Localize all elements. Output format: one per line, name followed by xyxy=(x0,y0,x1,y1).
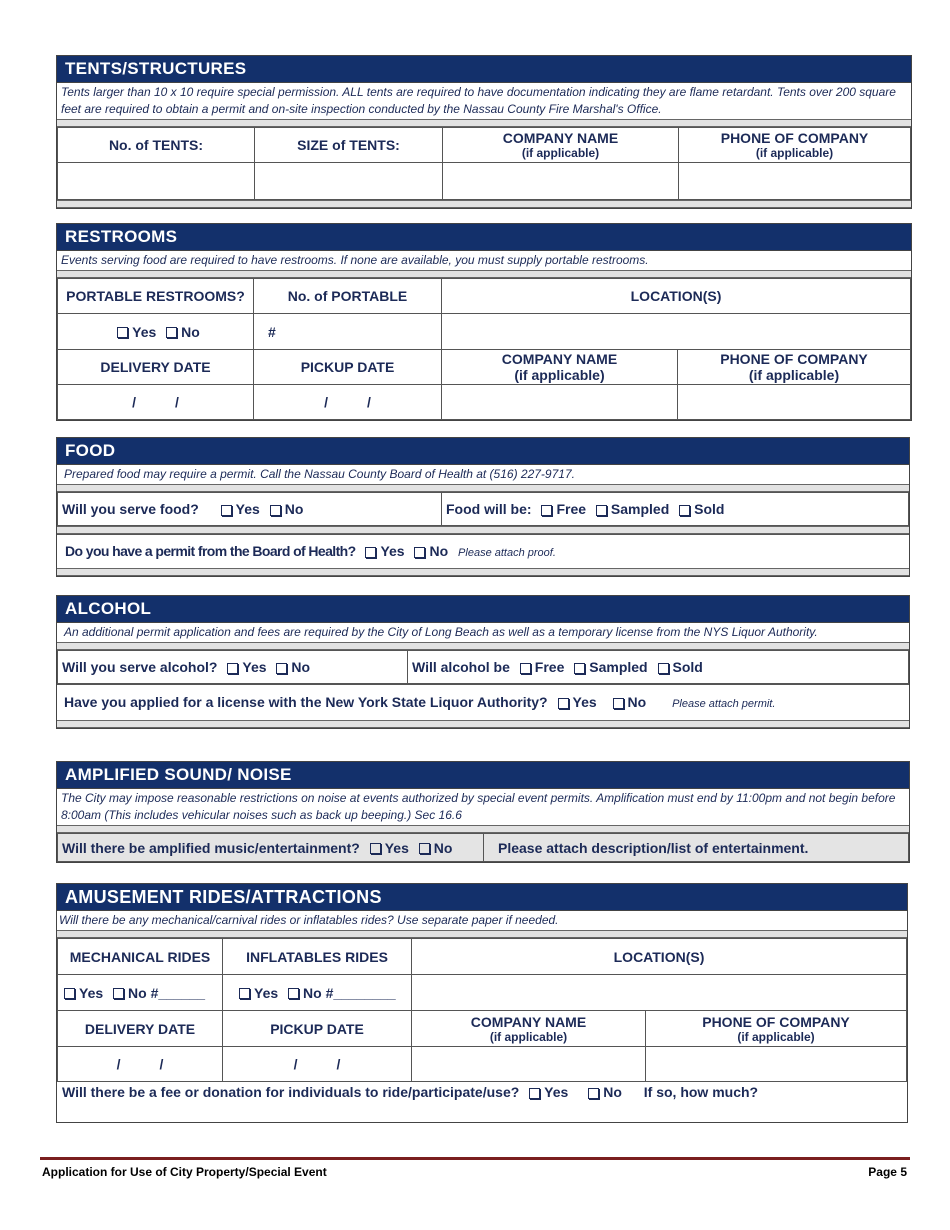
col-label: PORTABLE RESTROOMS? xyxy=(58,279,254,314)
permit-question: Do you have a permit from the Board of Health? xyxy=(65,543,356,559)
yes-label: Yes xyxy=(79,984,104,1001)
section-note: Prepared food may require a permit. Call the Nassau County Board of Health at (516) 227-9717. xyxy=(57,464,909,484)
checkbox-free[interactable] xyxy=(520,663,531,674)
company-label: COMPANY NAME xyxy=(501,351,618,367)
inflatables-count-blank[interactable]: #________ xyxy=(325,984,396,1001)
sound-section xyxy=(56,761,910,863)
col-label: PICKUP DATE xyxy=(254,350,442,385)
divider xyxy=(57,642,909,650)
checkbox-yes[interactable] xyxy=(239,988,250,999)
section-note: Tents larger than 10 x 10 require special permission. ALL tents are required to have documentation indicating they are flame retardant. Tents over 200 square feet are required to obtain a permit and on-site inspection conducted by the Nassau County Fire Marshal's Office. xyxy=(57,82,911,119)
phone-label: PHONE OF COMPANY xyxy=(702,1013,850,1030)
checkbox-no[interactable] xyxy=(276,663,287,674)
sampled-label: Sampled xyxy=(589,659,648,675)
pickup-date-input[interactable]: / / xyxy=(223,1047,412,1082)
checkbox-no[interactable] xyxy=(613,698,624,709)
section-title: ALCOHOL xyxy=(57,596,909,622)
mechanical-count-blank[interactable]: #______ xyxy=(150,984,206,1001)
page-number: Page 5 xyxy=(868,1165,907,1179)
checkbox-yes[interactable] xyxy=(117,327,128,338)
divider xyxy=(57,720,909,728)
tents-size-input[interactable] xyxy=(255,163,443,200)
no-label: No xyxy=(181,323,200,340)
section-title: AMPLIFIED SOUND/ NOISE xyxy=(57,762,909,788)
food-will-be-label: Food will be: xyxy=(446,501,532,517)
restrooms-phone-input[interactable] xyxy=(678,385,911,420)
no-label: No xyxy=(627,694,647,710)
phone-label: PHONE OF COMPANY xyxy=(720,130,869,146)
no-label: No xyxy=(433,839,453,856)
free-label: Free xyxy=(534,659,565,675)
no-label: No xyxy=(291,659,311,675)
no-label: No xyxy=(303,984,322,1001)
tents-company-input[interactable] xyxy=(443,163,679,200)
yes-label: Yes xyxy=(572,694,597,710)
yes-label: Yes xyxy=(132,323,157,340)
amplified-row xyxy=(58,834,484,862)
col-label xyxy=(646,1011,907,1047)
serve-food-row xyxy=(58,493,442,526)
food-section xyxy=(56,437,910,577)
fee-question: Will there be a fee or donation for individuals to ride/participate/use? xyxy=(62,1084,520,1100)
checkbox-yes[interactable] xyxy=(529,1088,540,1099)
section-note: Events serving food are required to have restrooms. If none are available, you must supply portable restrooms. xyxy=(57,250,911,270)
attach-description: Please attach description/list of entertainment. xyxy=(484,834,909,862)
divider xyxy=(57,119,911,127)
yes-label: Yes xyxy=(235,501,260,517)
footer-rule xyxy=(40,1157,910,1160)
divider xyxy=(57,484,909,492)
alcohol-type-row xyxy=(408,651,909,684)
checkbox-yes[interactable] xyxy=(370,843,381,854)
col-label: LOCATION(S) xyxy=(412,939,907,975)
alcohol-section xyxy=(56,595,910,729)
sold-label: Sold xyxy=(694,501,725,517)
hash-label: # xyxy=(268,323,276,340)
divider xyxy=(57,200,911,208)
checkbox-no[interactable] xyxy=(113,988,124,999)
section-note: An additional permit application and fees are required by the City of Long Beach as well as a temporary license from the NYS Liquor Authority. xyxy=(57,622,909,642)
checkbox-yes[interactable] xyxy=(221,505,232,516)
col-label xyxy=(679,128,911,163)
divider xyxy=(57,568,909,576)
sold-label: Sold xyxy=(672,659,703,675)
col-label: No. of PORTABLE xyxy=(254,279,442,314)
tents-section xyxy=(56,55,912,209)
yes-label: Yes xyxy=(242,659,267,675)
col-label xyxy=(443,128,679,163)
restrooms-section xyxy=(56,223,912,421)
serve-alcohol-row xyxy=(58,651,408,684)
section-title: AMUSEMENT RIDES/ATTRACTIONS xyxy=(57,884,907,910)
pickup-date-input[interactable]: / / xyxy=(254,385,442,420)
permit-row xyxy=(57,534,909,568)
tents-count-input[interactable] xyxy=(58,163,255,200)
no-label: No xyxy=(128,984,147,1001)
serve-food-question: Will you serve food? xyxy=(62,501,199,517)
col-label: DELIVERY DATE xyxy=(58,350,254,385)
restrooms-location-input[interactable] xyxy=(442,314,911,350)
col-label xyxy=(412,1011,646,1047)
col-label: DELIVERY DATE xyxy=(58,1011,223,1047)
food-type-row xyxy=(442,493,909,526)
no-label: No xyxy=(429,543,449,559)
yes-label: Yes xyxy=(254,984,279,1001)
rides-table xyxy=(57,938,907,1082)
checkbox-free[interactable] xyxy=(541,505,552,516)
if-applicable: (if applicable) xyxy=(737,1029,815,1044)
if-applicable: (if applicable) xyxy=(489,1029,568,1044)
checkbox-no[interactable] xyxy=(588,1088,599,1099)
if-applicable: (if applicable) xyxy=(748,367,840,383)
section-note: Will there be any mechanical/carnival rides or inflatables rides? Use separate paper if needed. xyxy=(57,910,907,930)
section-note: The City may impose reasonable restrictions on noise at events authorized by special event permits. Amplification must end by 11:00pm and not begin before 8:00am (This includes vehicular noises such as back up beeping.) Sec 16.6 xyxy=(57,788,909,825)
portable-count-input[interactable] xyxy=(254,314,442,350)
attach-note: Please attach proof. xyxy=(458,547,556,559)
company-label: COMPANY NAME xyxy=(470,1013,587,1030)
portable-yes-no xyxy=(58,314,254,350)
col-label xyxy=(678,350,911,385)
footer-title: Application for Use of City Property/Special Event xyxy=(42,1165,327,1179)
divider xyxy=(57,825,909,833)
checkbox-no[interactable] xyxy=(288,988,299,999)
section-title: TENTS/STRUCTURES xyxy=(57,56,911,82)
company-label: COMPANY NAME xyxy=(502,130,619,146)
checkbox-yes[interactable] xyxy=(558,698,569,709)
license-question: Have you applied for a license with the New York State Liquor Authority? xyxy=(64,694,548,710)
rides-section xyxy=(56,883,908,1123)
alcohol-will-be-label: Will alcohol be xyxy=(412,659,510,675)
divider xyxy=(57,270,911,278)
tents-phone-input[interactable] xyxy=(679,163,911,200)
rides-phone-input[interactable] xyxy=(646,1047,907,1082)
if-applicable: (if applicable) xyxy=(755,146,834,160)
checkbox-no[interactable] xyxy=(166,327,177,338)
divider xyxy=(57,526,909,534)
rides-location-input[interactable] xyxy=(412,975,907,1011)
section-title: RESTROOMS xyxy=(57,224,911,250)
yes-label: Yes xyxy=(380,543,405,559)
no-label: No xyxy=(284,501,304,517)
restrooms-table xyxy=(57,278,911,420)
if-applicable: (if applicable) xyxy=(514,367,605,383)
alcohol-table xyxy=(57,650,909,684)
inflatables-yes-no xyxy=(223,975,412,1011)
mechanical-yes-no xyxy=(58,975,223,1011)
col-label: MECHANICAL RIDES xyxy=(58,939,223,975)
amplified-question: Will there be amplified music/entertainment? xyxy=(62,839,360,856)
col-label: SIZE of TENTS: xyxy=(255,128,443,163)
attach-note: Please attach permit. xyxy=(672,698,776,710)
fee-row xyxy=(57,1082,907,1122)
checkbox-yes[interactable] xyxy=(365,547,376,558)
yes-label: Yes xyxy=(544,1084,569,1100)
free-label: Free xyxy=(556,501,587,517)
tents-table xyxy=(57,127,911,200)
food-table xyxy=(57,492,909,526)
checkbox-no[interactable] xyxy=(270,505,281,516)
delivery-date-input[interactable]: / / xyxy=(58,385,254,420)
col-label: PICKUP DATE xyxy=(223,1011,412,1047)
col-label xyxy=(442,350,678,385)
license-row xyxy=(57,684,909,720)
checkbox-sold[interactable] xyxy=(679,505,690,516)
section-title: FOOD xyxy=(57,438,909,464)
checkbox-yes[interactable] xyxy=(64,988,75,999)
rides-company-input[interactable] xyxy=(412,1047,646,1082)
checkbox-yes[interactable] xyxy=(227,663,238,674)
restrooms-company-input[interactable] xyxy=(442,385,678,420)
sound-table xyxy=(57,833,909,862)
sampled-label: Sampled xyxy=(610,501,670,517)
yes-label: Yes xyxy=(384,839,409,856)
divider xyxy=(57,930,907,938)
delivery-date-input[interactable]: / / xyxy=(58,1047,223,1082)
how-much-label: If so, how much? xyxy=(643,1084,759,1100)
checkbox-sampled[interactable] xyxy=(574,663,585,674)
checkbox-sold[interactable] xyxy=(658,663,669,674)
no-label: No xyxy=(603,1084,622,1100)
col-label: No. of TENTS: xyxy=(58,128,255,163)
col-label: LOCATION(S) xyxy=(442,279,911,314)
col-label: INFLATABLES RIDES xyxy=(223,939,412,975)
checkbox-sampled[interactable] xyxy=(596,505,607,516)
serve-alcohol-question: Will you serve alcohol? xyxy=(62,659,218,675)
checkbox-no[interactable] xyxy=(414,547,425,558)
checkbox-no[interactable] xyxy=(419,843,430,854)
phone-label: PHONE OF COMPANY xyxy=(720,351,868,367)
if-applicable: (if applicable) xyxy=(521,146,600,160)
